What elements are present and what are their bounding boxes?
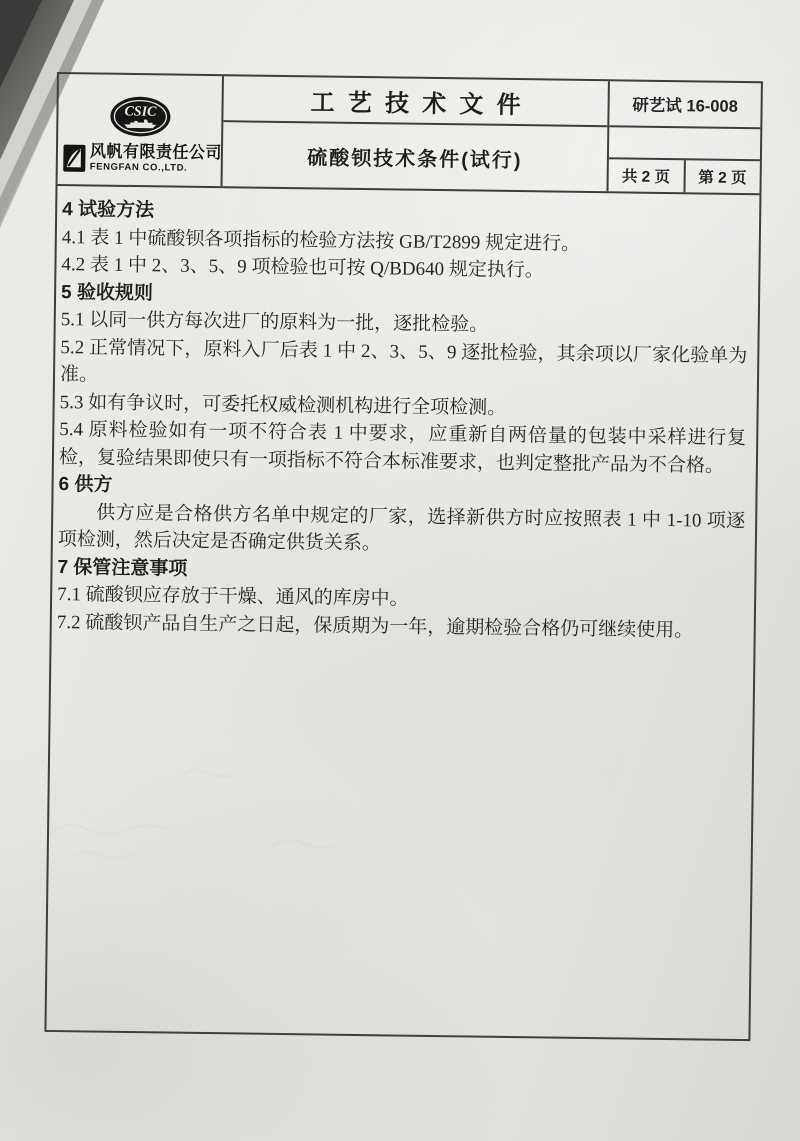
company-name-en: FENGFAN CO.,LTD. xyxy=(89,161,188,174)
section-heading: 6 供方 xyxy=(58,474,113,496)
section-heading: 5 验收规则 xyxy=(60,281,154,304)
paragraph: 7.2 硫酸钡产品自生产之日起，保质期为一年，逾期检验合格仍可继续使用。 xyxy=(56,611,694,641)
paragraph: 4.2 表 1 中 2、3、5、9 项检验也可按 Q/BD640 规定执行。 xyxy=(61,254,544,282)
company-block xyxy=(63,144,222,174)
paragraph: 供方应是合格供方名单中规定的厂家，选择新供方时应按照表 1 中 1-10 项逐项检测，然后决定是否确定供货关系。 xyxy=(57,502,746,555)
paragraph: 4.1 表 1 中硫酸钡各项指标的检验方法按 GB/T2899 规定进行。 xyxy=(61,226,581,255)
company-name xyxy=(90,145,222,174)
paragraph: 5.4 原料检验如有一项不符合表 1 中要求，应重新自两倍量的包装中采样进行复检，复验结果即使只有一项指标不符合本标准要求，也判定整批产品为不合格。 xyxy=(58,419,747,477)
page-current: 第 2 页 xyxy=(683,160,760,193)
paragraph: 5.1 以同一供方每次进厂的原料为一批，逐批检验。 xyxy=(60,309,489,336)
pages-row xyxy=(608,159,759,193)
fengfan-sail-icon xyxy=(63,144,86,172)
document-sheet xyxy=(44,72,763,1041)
doc-number-cell xyxy=(606,81,760,193)
doc-subtitle-row xyxy=(223,122,608,191)
csic-logo-text: CSIC xyxy=(123,104,157,120)
doc-subtitle: 硫酸钡技术条件(试行) xyxy=(307,146,523,172)
company-name-cn: 风帆有限责任公司 xyxy=(89,143,223,163)
paragraph: 7.1 硫酸钡应存放于干燥、通风的库房中。 xyxy=(57,584,409,610)
section-heading: 4 试验方法 xyxy=(62,199,155,222)
empty-cell xyxy=(609,127,760,161)
document-body xyxy=(52,186,760,645)
doc-number: 研艺试 16-008 xyxy=(609,81,761,129)
logo-cell xyxy=(58,74,224,186)
csic-logo-icon xyxy=(109,96,172,138)
doc-type-title: 工艺技术文件 xyxy=(310,88,534,119)
document-header xyxy=(58,74,761,195)
paragraph: 5.2 正常情况下，原料入厂后表 1 中 2、3、5、9 逐批检验，其余项以厂家化验单为准。 xyxy=(59,336,748,386)
paragraph: 5.3 如有争议时，可委托权威检测机构进行全项检测。 xyxy=(59,391,507,419)
title-cell xyxy=(223,76,608,191)
section-heading: 7 保管注意事项 xyxy=(57,556,188,580)
pages-total: 共 2 页 xyxy=(621,168,671,187)
doc-type-row xyxy=(223,76,608,127)
